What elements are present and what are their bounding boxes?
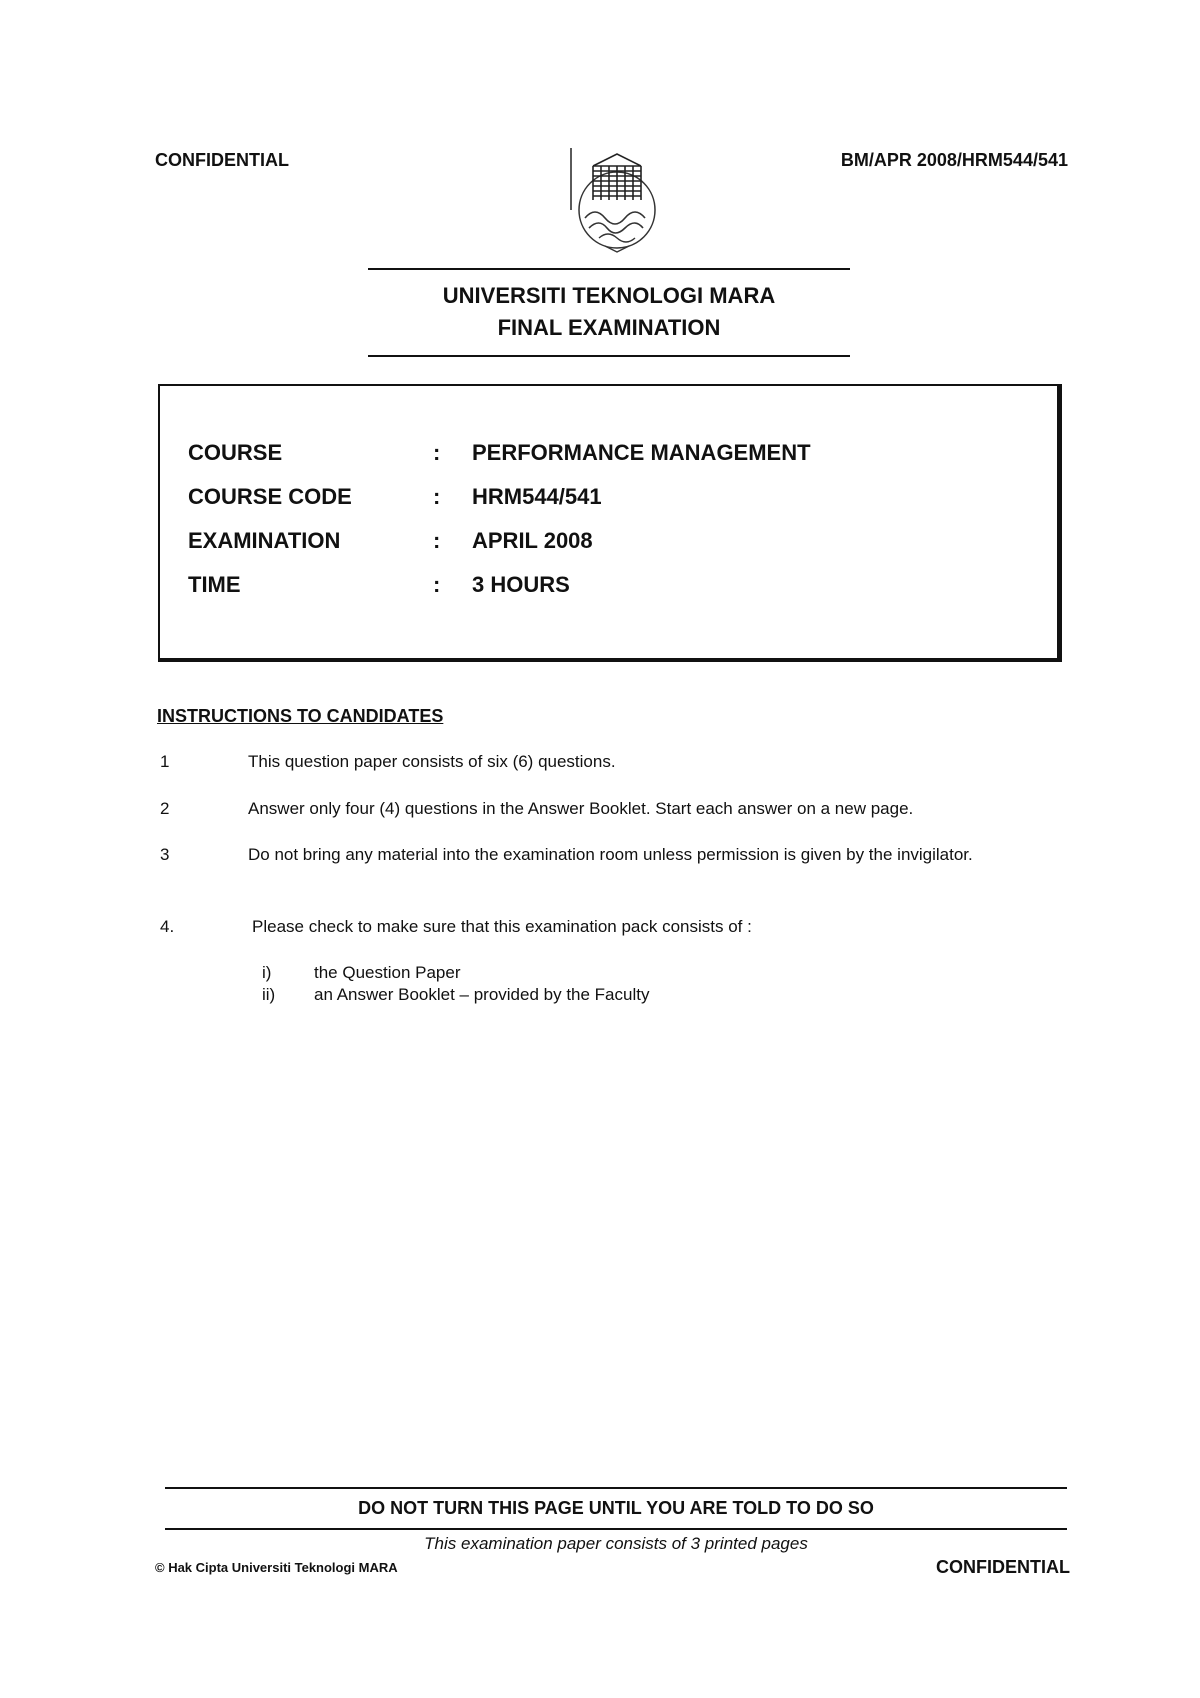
instruction-text: Do not bring any material into the examination room unless permission is given by the invigilator. bbox=[248, 845, 973, 864]
pack-item-number: i) bbox=[262, 963, 272, 982]
course-info-box bbox=[158, 384, 1062, 662]
instruction-number: 4. bbox=[160, 917, 175, 936]
info-label: COURSE CODE bbox=[188, 484, 352, 509]
info-value: HRM544/541 bbox=[472, 484, 602, 509]
info-colon: : bbox=[433, 572, 441, 597]
instruction-text: Answer only four (4) questions in the Answer Booklet. Start each answer on a new page. bbox=[248, 799, 914, 818]
instruction-text: This question paper consists of six (6) questions. bbox=[248, 752, 616, 771]
info-label: COURSE bbox=[188, 440, 283, 465]
info-colon: : bbox=[433, 528, 441, 553]
pack-item-text: an Answer Booklet – provided by the Faculty bbox=[314, 985, 650, 1004]
info-value: APRIL 2008 bbox=[472, 528, 593, 553]
university-crest-icon bbox=[565, 140, 665, 260]
pack-item-number: ii) bbox=[262, 985, 276, 1004]
info-value: PERFORMANCE MANAGEMENT bbox=[472, 440, 811, 465]
exam-title: FINAL EXAMINATION bbox=[497, 315, 721, 340]
info-colon: : bbox=[433, 440, 441, 465]
footer-top-rule bbox=[165, 1487, 1067, 1489]
instruction-number: 1 bbox=[160, 752, 170, 771]
footer-copyright: © Hak Cipta Universiti Teknologi MARA bbox=[155, 1560, 398, 1575]
university-name: UNIVERSITI TEKNOLOGI MARA bbox=[442, 283, 776, 308]
info-colon: : bbox=[433, 484, 441, 509]
footer-page-count: This examination paper consists of 3 printed pages bbox=[424, 1534, 808, 1553]
footer-bottom-rule bbox=[165, 1528, 1067, 1530]
title-bottom-rule bbox=[368, 355, 850, 357]
title-top-rule bbox=[368, 268, 850, 270]
pack-item-text: the Question Paper bbox=[314, 963, 461, 982]
instruction-number: 3 bbox=[160, 845, 170, 864]
info-label: TIME bbox=[188, 572, 241, 597]
footer-notice: DO NOT TURN THIS PAGE UNTIL YOU ARE TOLD TO DO SO bbox=[358, 1498, 874, 1518]
instruction-number: 2 bbox=[160, 799, 170, 818]
info-label: EXAMINATION bbox=[188, 528, 341, 553]
instruction-text: Please check to make sure that this examination pack consists of : bbox=[252, 917, 752, 936]
info-value: 3 HOURS bbox=[472, 572, 570, 597]
footer-confidential: CONFIDENTIAL bbox=[936, 1557, 1070, 1577]
instructions-heading: INSTRUCTIONS TO CANDIDATES bbox=[157, 706, 444, 726]
header-paper-code: BM/APR 2008/HRM544/541 bbox=[840, 150, 1068, 170]
header-confidential: CONFIDENTIAL bbox=[155, 150, 289, 170]
